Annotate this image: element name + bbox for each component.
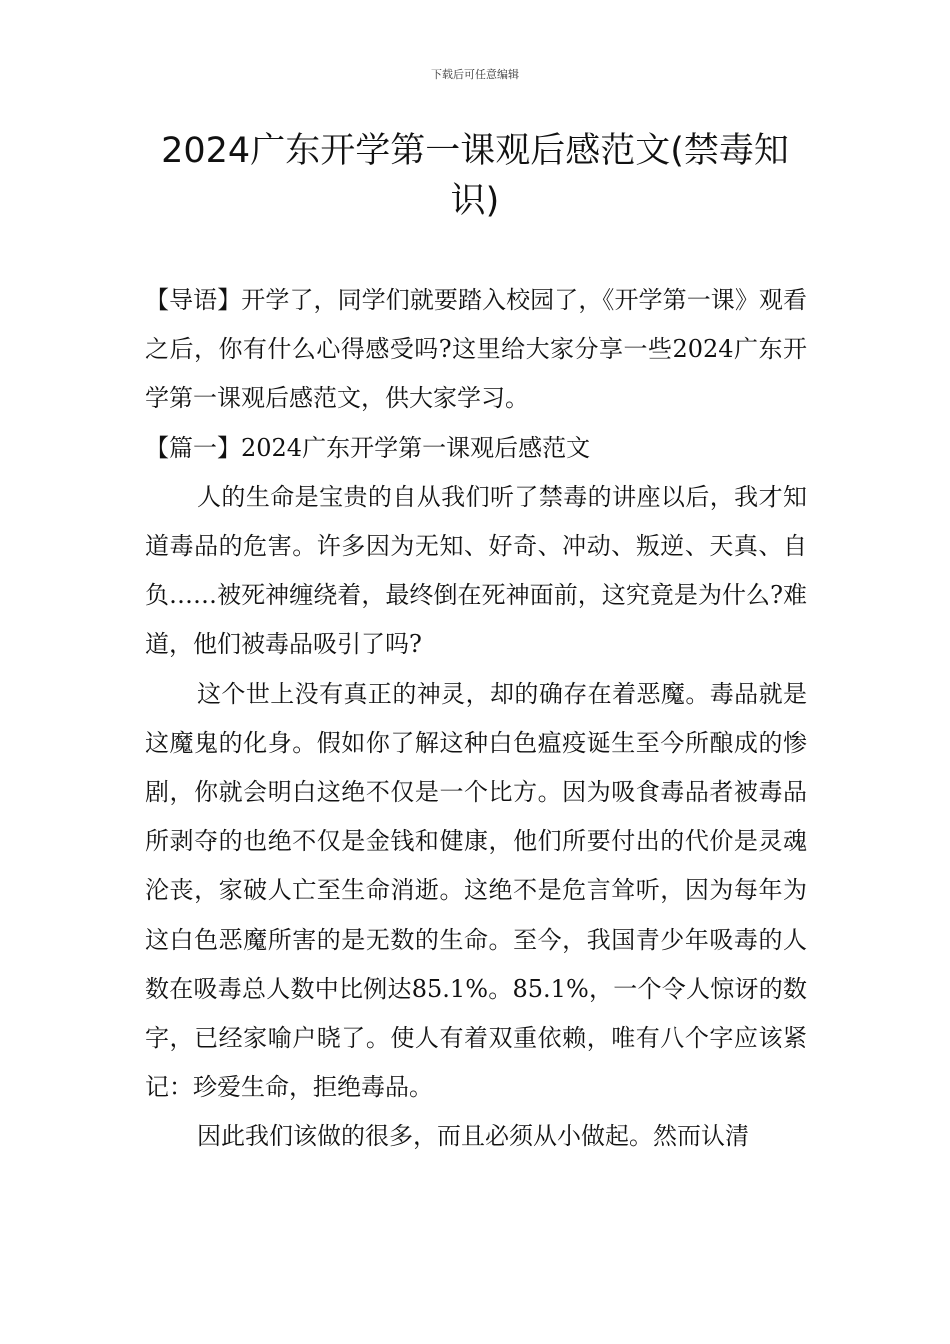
document-body [145,276,807,1162]
intro-paragraph: 【导语】开学了，同学们就要踏入校园了，《开学第一课》观看之后，你有什么心得感受吗?这里给大家分享一些2024广东开学第一课观后感范文，供大家学习。 [145,286,807,413]
page-header-note: 下载后可任意编辑 [431,68,519,81]
section-heading: 【篇一】2024广东开学第一课观后感范文 [145,433,591,462]
body-paragraph: 因此我们该做的很多，而且必须从小做起。然而认清 [197,1122,749,1151]
document-title: 2024广东开学第一课观后感范文(禁毒知识) [161,131,789,221]
body-paragraph: 这个世上没有真正的神灵，却的确存在着恶魔。毒品就是这魔鬼的化身。假如你了解这种白色瘟疫诞生至今所酿成的惨剧，你就会明白这绝不仅是一个比方。因为吸食毒品者被毒品所剥夺的也绝不仅是金钱和健康，他们所要付出的代价是灵魂沦丧，家破人亡至生命消逝。这绝不是危言耸听，因为每年为这白色恶魔所害的是无数的生命。至今，我国青少年吸毒的人数在吸毒总人数中比例达85.1%。85.1%，一个令人惊讶的数字，已经家喻户晓了。使人有着双重依赖，唯有八个字应该紧记：珍爱生命，拒绝毒品。 [145,679,807,1102]
body-paragraph: 人的生命是宝贵的自从我们听了禁毒的讲座以后，我才知道毒品的危害。许多因为无知、好奇、冲动、叛逆、天真、自负……被死神缠绕着，最终倒在死神面前，这究竟是为什么?难道，他们被毒品吸引了吗? [145,482,807,659]
